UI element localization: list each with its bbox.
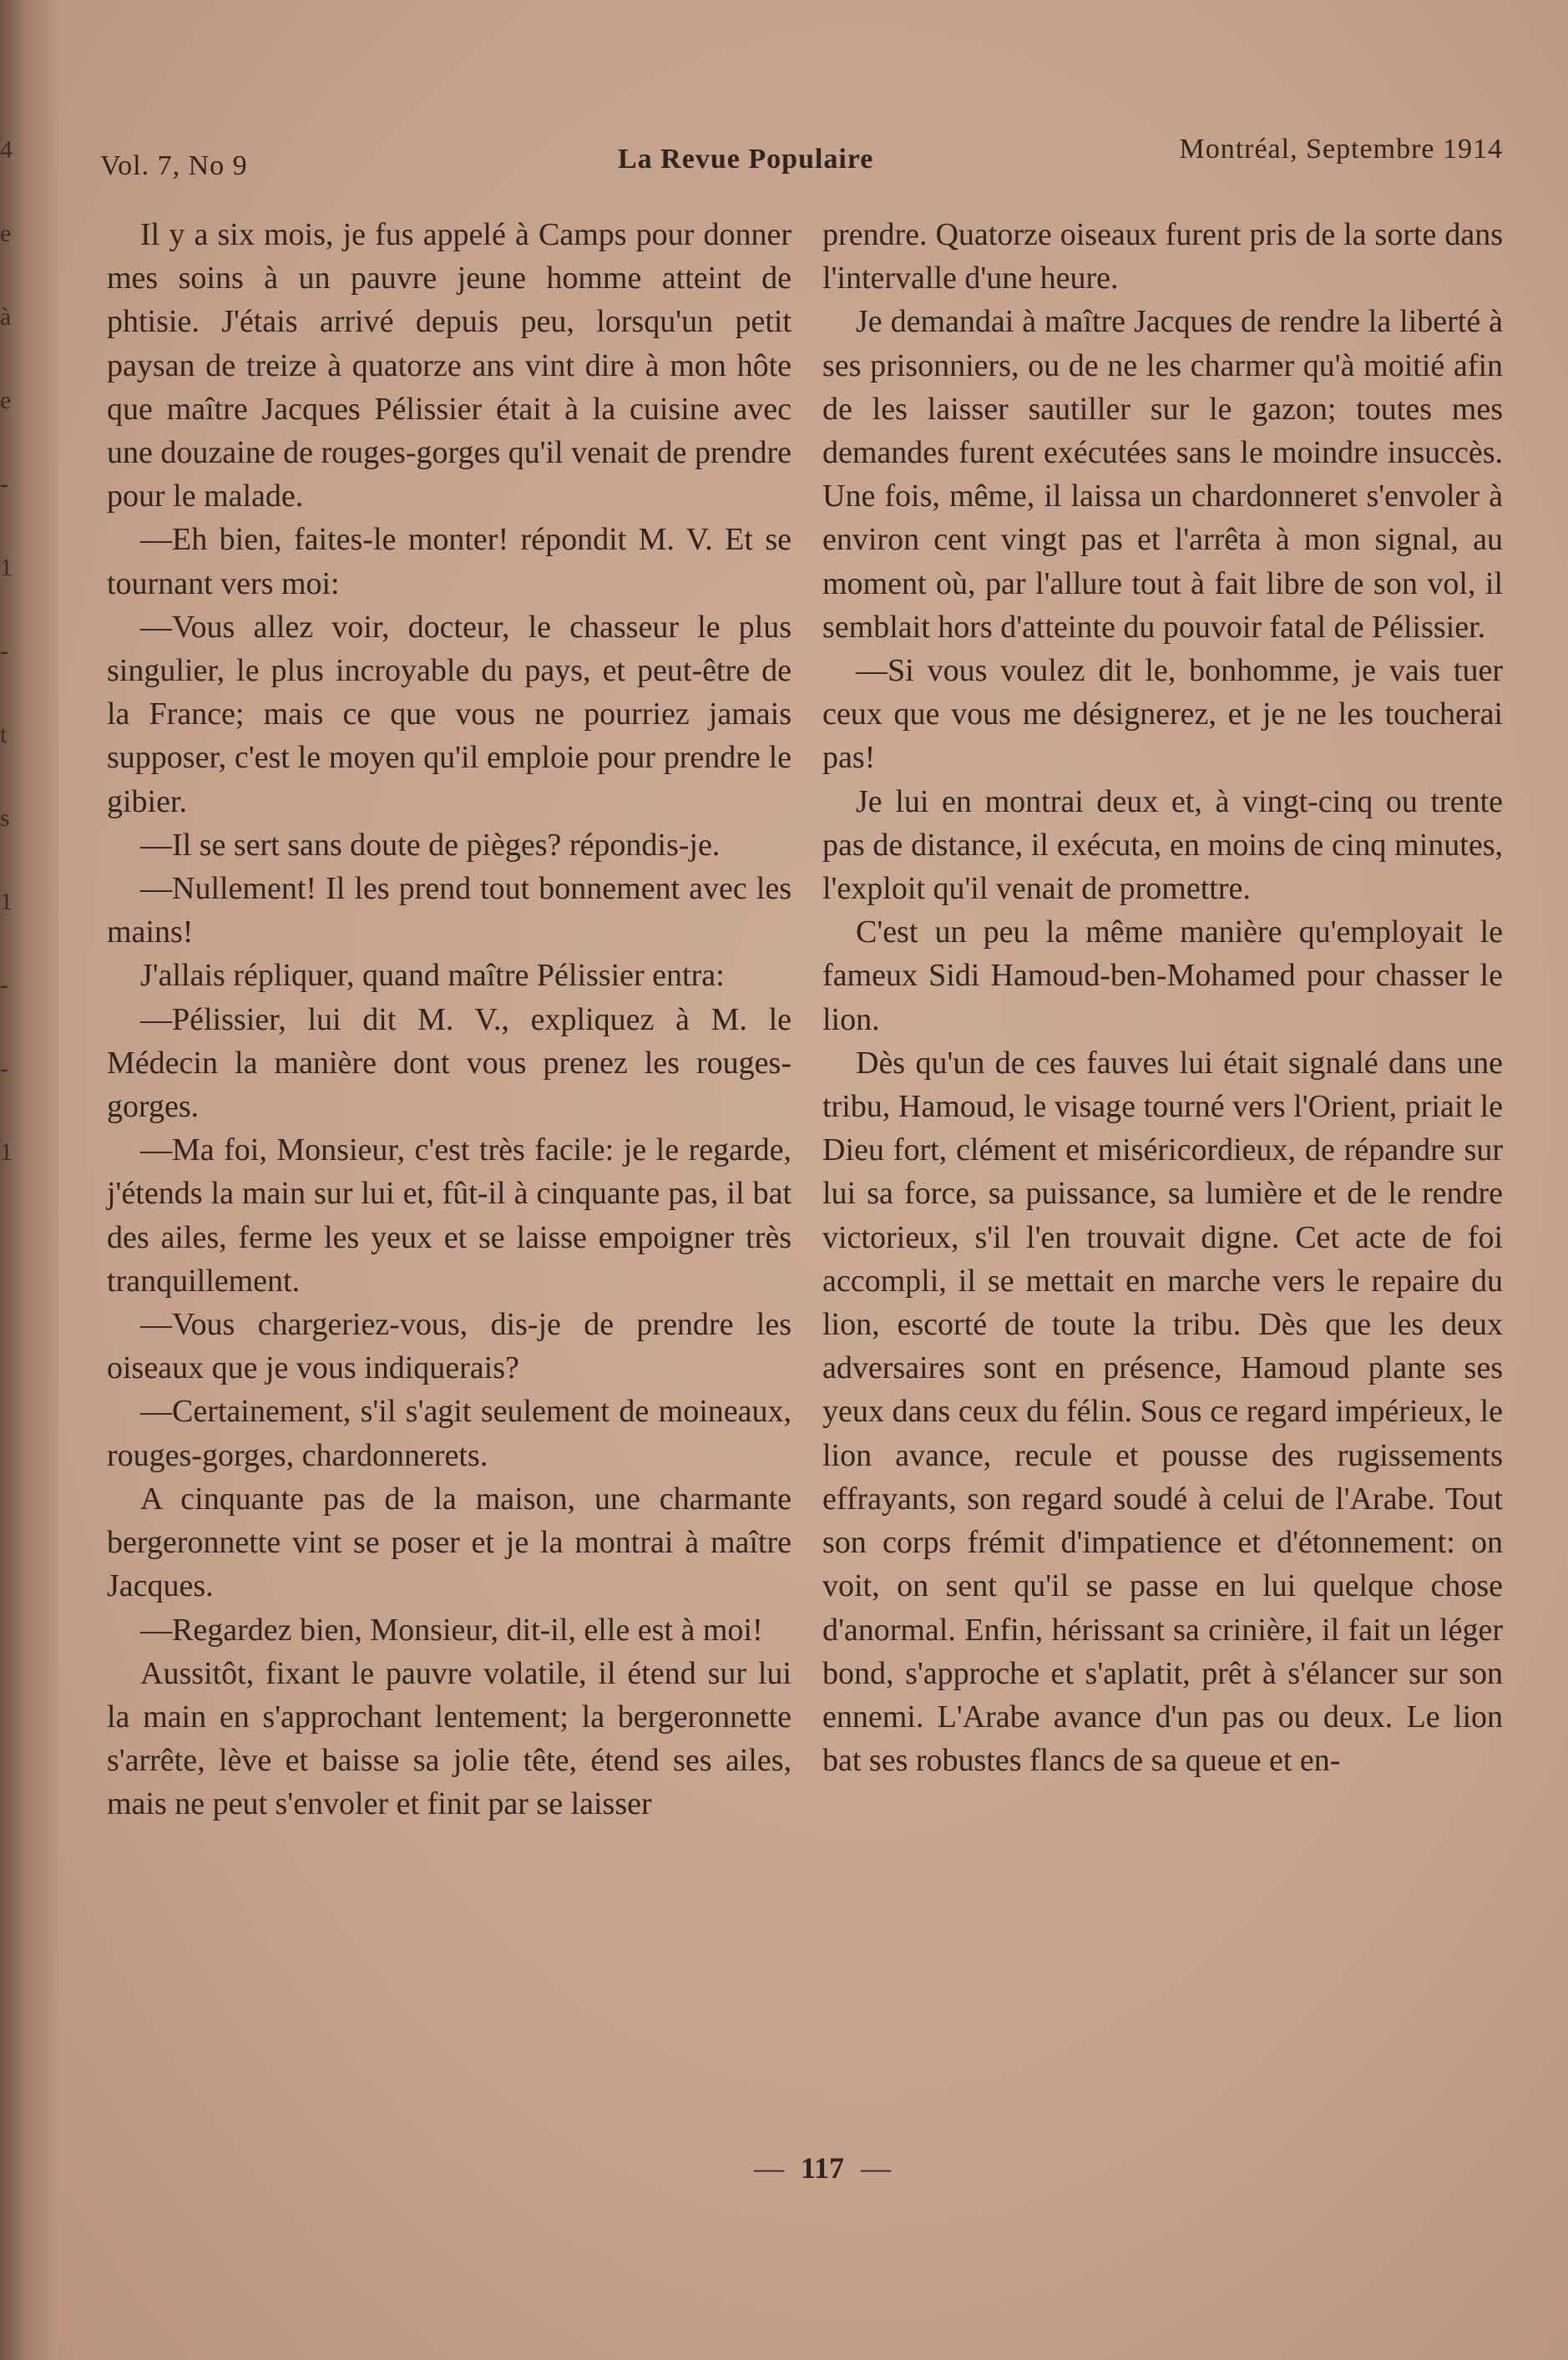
margin-fragment: e — [0, 387, 12, 414]
margin-fragment: 1 — [0, 1138, 13, 1166]
page-number — [722, 2150, 923, 2185]
paragraph: —Vous chargeriez-vous, dis-je de prendre les oiseaux que je vous indiquerais? — [107, 1307, 792, 1386]
paragraph-continuation: prendre. Quatorze oiseaux furent pris de la sorte dans l'intervalle d'une heure. — [822, 217, 1503, 296]
margin-fragment: 4 — [0, 136, 13, 164]
paragraph: —Si vous voulez dit le, bonhomme, je vais tuer ceux que vous me désignerez, et je ne les toucherai pas! — [822, 653, 1503, 776]
paragraph: —Regardez bien, Monsieur, dit-il, elle est à moi! — [140, 1612, 763, 1648]
margin-fragment: t — [0, 721, 8, 748]
folio-dash-right: — — [861, 2151, 891, 2185]
margin-fragment: s — [0, 804, 10, 832]
margin-fragment: - — [0, 1055, 8, 1082]
paragraph: A cinquante pas de la maison, une charmante bergeronnette vint se poser et je la montrai à maître Jacques. — [107, 1481, 792, 1604]
facing-page-fragments — [0, 109, 20, 1194]
paragraph: J'allais répliquer, quand maître Pélissier entra: — [140, 958, 725, 994]
folio-dash-left: — — [753, 2151, 784, 2185]
margin-fragment: - — [0, 470, 8, 498]
paragraph: Aussitôt, fixant le pauvre volatile, il étend sur lui la main en s'approchant lentement; la bergeronnette s'arrête, lève et baisse sa jolie tête, étend ses ailes, mais ne peut s'envoler et finit par se laisser — [107, 1655, 792, 1822]
paragraph: —Eh bien, faites-le monter! répondit M. V. Et se tournant vers moi: — [107, 522, 792, 601]
paragraph: —Certainement, s'il s'agit seulement de moineaux, rouges-gorges, chardonnerets. — [107, 1394, 792, 1473]
margin-fragment: à — [0, 303, 12, 331]
running-header — [100, 134, 1503, 184]
journal-title: La Revue Populaire — [618, 144, 874, 175]
margin-fragment: e — [0, 220, 12, 247]
place-date: Montréal, Septembre 1914 — [1179, 134, 1503, 165]
paragraph: —Pélissier, lui dit M. V., expliquez à M. le Médecin la manière dont vous prenez les rouges-gorges. — [107, 1001, 792, 1125]
paragraph: —Il se sert sans doute de pièges? répondis-je. — [140, 827, 721, 863]
paragraph: Je lui en montrai deux et, à vingt-cinq ou trente pas de distance, il exécuta, en moins de cinq minutes, l'exploit qu'il venait de promettre. — [822, 783, 1503, 907]
paragraph: C'est un peu la même manière qu'employait le fameux Sidi Hamoud-ben-Mohamed pour chasser le lion. — [822, 914, 1503, 1037]
folio-number: 117 — [800, 2151, 844, 2185]
margin-fragment: 1 — [0, 888, 13, 915]
margin-fragment: - — [0, 971, 8, 999]
paragraph: Il y a six mois, je fus appelé à Camps pour donner mes soins à un pauvre jeune homme atteint de phtisie. J'étais arrivé depuis peu, lorsqu'un petit paysan de treize à quatorze ans vint dire à mon hôte que maître Jacques Pélissier était à la cuisine avec une douzaine de rouges-gorges qu'il venait de prendre pour le malade. — [107, 217, 792, 514]
paragraph: —Ma foi, Monsieur, c'est très facile: je le regarde, j'étends la main sur lui et, fût-il à cinquante pas, il bat des ailes, ferme les yeux et se laisse empoigner très tranquillement. — [107, 1132, 792, 1299]
right-column — [822, 213, 1503, 1782]
volume-number: Vol. 7, No 9 — [100, 150, 248, 181]
margin-fragment: 1 — [0, 554, 13, 581]
paragraph: Je demandai à maître Jacques de rendre la liberté à ses prisonniers, ou de ne les charmer qu'à moitié afin de les laisser sautiller sur le gazon; toutes mes demandes furent exécutées sans le moindre insuccès. Une fois, même, il laissa un chardonneret s'envoler à environ cent vingt pas et l'arrêta à mon signal, au moment où, par l'allure tout à fait libre de son vol, il semblait hors d'atteinte du pouvoir fatal de Pélissier. — [822, 304, 1503, 645]
left-column — [107, 213, 792, 1826]
paragraph: Dès qu'un de ces fauves lui était signalé dans une tribu, Hamoud, le visage tourné vers l'Orient, priait le Dieu fort, clément et miséricordieux, de répandre sur lui sa force, sa puissance, sa lumière et de le rendre victorieux, s'il l'en trouvait digne. Cet acte de foi accompli, il se mettait en marche vers le repaire du lion, escorté de toute la tribu. Dès que les deux adversaires sont en présence, Hamoud plante ses yeux dans ceux du félin. Sous ce regard impérieux, le lion avance, recule et pousse des rugissements effrayants, son regard soudé à celui de l'Arabe. Tout son corps frémit d'impatience et d'étonnement: on voit, on sent qu'il se passe en lui quelque chose d'anormal. Enfin, hérissant sa crinière, il fait un léger bond, s'approche et s'aplatit, prêt à s'élancer sur son ennemi. L'Arabe avance d'un pas ou deux. Le lion bat ses robustes flancs de sa queue et en- — [822, 1045, 1503, 1779]
paragraph: —Nullement! Il les prend tout bonnement avec les mains! — [107, 871, 792, 950]
margin-fragment: - — [0, 637, 8, 665]
paragraph: —Vous allez voir, docteur, le chasseur le plus singulier, le plus incroyable du pays, et peut-être de la France; mais ce que vous ne pourriez jamais supposer, c'est le moyen qu'il emploie pour prendre le gibier. — [107, 609, 792, 819]
